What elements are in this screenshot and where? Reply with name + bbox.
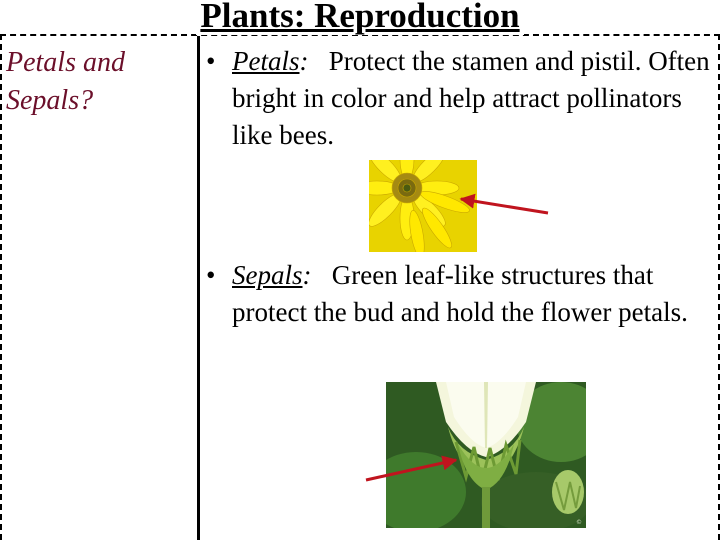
bullet-term: Sepals (232, 260, 303, 290)
yellow-flower-illustration (369, 160, 477, 252)
bullet-dot: • (206, 46, 216, 76)
bullet-sepals (206, 257, 711, 331)
yellow-flower-photo (369, 160, 477, 252)
cotton-flower-illustration (386, 382, 586, 528)
cotton-flower-photo (386, 382, 586, 528)
left-dashed-border (0, 34, 2, 540)
bullet-body (232, 257, 711, 331)
bullet-colon: : (302, 260, 312, 290)
side-label: Petals and Sepals? (6, 47, 125, 116)
bullet-text: Protect the stamen and pistil. Often bright in color and help attract pollinators like bees. (232, 46, 710, 150)
bullet-petals (206, 43, 711, 154)
slide-title (0, 0, 720, 36)
bullet-colon: : (299, 46, 309, 76)
column-divider (197, 36, 200, 540)
slide-title-text: Plants: Reproduction (196, 0, 523, 35)
photo-credit: © (576, 519, 582, 526)
bullet-text: Green leaf-like structures that protect the bud and hold the flower petals. (232, 260, 688, 327)
bullet-term: Petals (232, 46, 300, 76)
bullet-dot: • (206, 260, 216, 290)
bullet-body (232, 43, 711, 154)
